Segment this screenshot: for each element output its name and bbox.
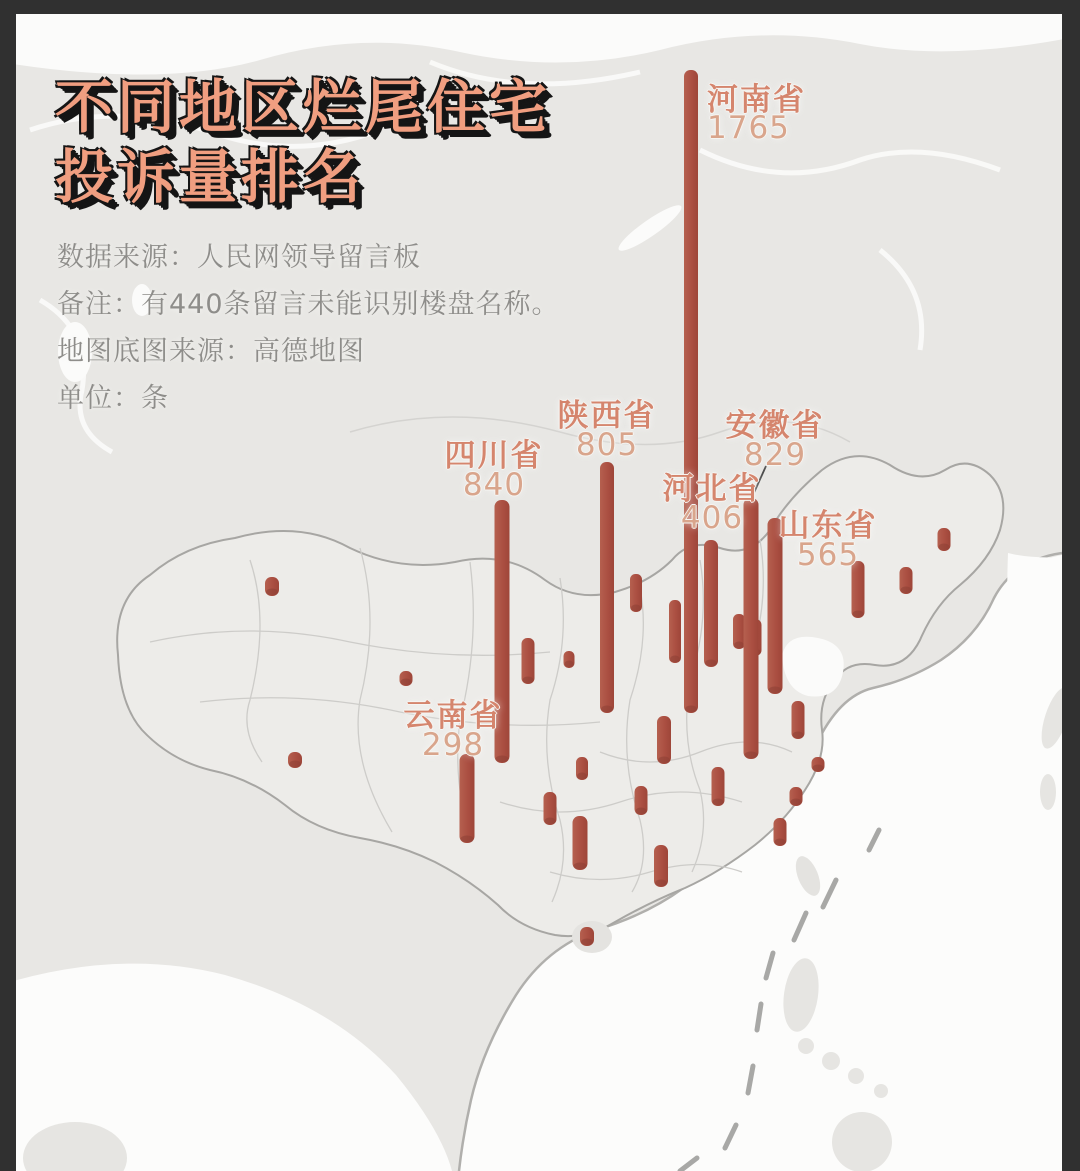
province-bar [733, 614, 745, 649]
island-japan-2 [1040, 774, 1056, 810]
province-bar [544, 792, 557, 825]
province-bar [900, 567, 913, 594]
note-unit: 单位：条 [57, 383, 169, 414]
province-value-text: 298 [421, 727, 485, 763]
province-value-text: 1765 [707, 110, 790, 146]
province-bar [669, 600, 681, 663]
province-bar [654, 845, 668, 887]
province-name-text: 安徽省 [725, 408, 825, 444]
province-bar-河南省 [684, 70, 698, 713]
province-bar [288, 752, 302, 768]
province-bar [852, 561, 865, 618]
province-name-text: 四川省 [444, 438, 544, 474]
frame-right-strip [1062, 0, 1080, 1171]
province-name-text: 河北省 [662, 471, 762, 507]
province-value-text: 840 [462, 467, 526, 503]
province-name-text: 山东省 [778, 508, 878, 544]
province-name-text: 河南省 [707, 82, 806, 118]
note-data-source: 数据来源：人民网领导留言板 [57, 242, 421, 273]
province-value-text: 406 [680, 500, 744, 536]
province-bar [774, 818, 787, 846]
province-name-text: 云南省 [403, 698, 503, 734]
province-bar [576, 757, 588, 780]
province-value-text: 829 [743, 437, 807, 473]
province-value-text: 805 [575, 427, 639, 463]
province-bar-陕西省 [600, 462, 614, 713]
province-bar-安徽省 [744, 498, 759, 759]
province-bar [580, 927, 594, 946]
note-remark: 备注：有440条留言未能识别楼盘名称。 [57, 289, 560, 320]
title-line-2: 投诉量排名 [55, 143, 366, 211]
province-bar-河北省 [704, 540, 718, 667]
province-bar [938, 528, 951, 551]
province-bar [630, 574, 642, 612]
province-name-text: 陕西省 [557, 398, 657, 434]
province-bar [792, 701, 805, 739]
province-bar-四川省 [495, 500, 510, 763]
title-line-1: 不同地区烂尾住宅 [55, 73, 552, 141]
province-bar [635, 786, 648, 815]
province-bar [573, 816, 588, 870]
province-bar [657, 716, 671, 764]
province-bar [564, 651, 575, 668]
frame-left-strip [0, 0, 16, 1171]
province-bar-云南省 [460, 754, 475, 843]
province-bar [790, 787, 803, 806]
province-bar [712, 767, 725, 806]
page-title [55, 72, 551, 212]
note-basemap-source: 地图底图来源：高德地图 [57, 336, 365, 367]
frame-top-strip [0, 0, 1080, 14]
notes-block [57, 234, 560, 422]
province-bar-山东省 [768, 518, 783, 694]
province-bar [265, 577, 279, 596]
province-bar [400, 671, 413, 686]
province-bar [812, 757, 825, 772]
province-value-text: 565 [796, 537, 860, 573]
province-bar [522, 638, 535, 684]
